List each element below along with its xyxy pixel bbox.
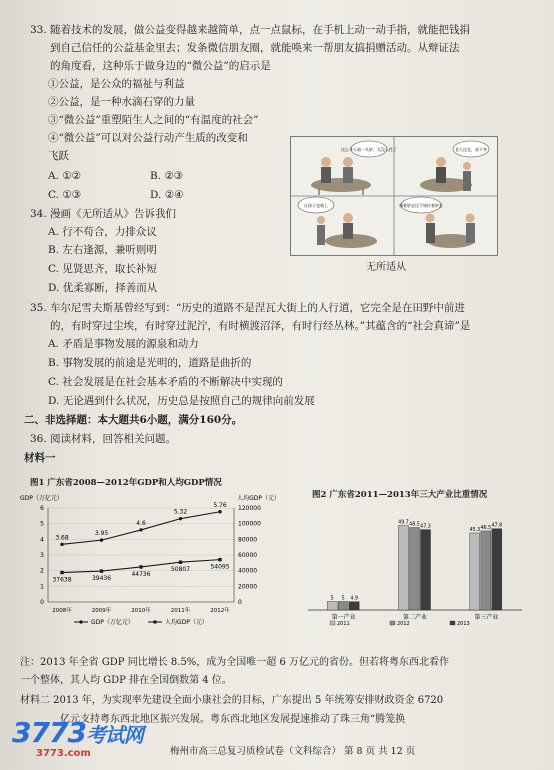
fig1-point — [179, 517, 182, 520]
fig2-category-label: 第三产业 — [474, 614, 499, 621]
q33-stem-line2: 到自己信任的公益基金里去；发条微信朋友圈，就能唤来一帮朋友搞捐赠活动。从辩证法 — [50, 42, 460, 54]
fig1-category-label: 2008年 — [52, 608, 72, 614]
fig1-category-label: 2010年 — [131, 608, 151, 614]
fig1-point — [139, 565, 142, 568]
cartoon-bubble-1: 这么多人骑一头驴，太没人性了 — [341, 147, 397, 152]
fig1-legend-marker — [79, 620, 82, 623]
fig2-legend-label: 2012 — [397, 621, 410, 627]
q33-statement-2: ②公益，是一种水滴石穿的力量 — [48, 96, 195, 108]
fig1-data-label: 4.6 — [136, 519, 146, 527]
q34-option-d: D. 优柔寡断，择善而从 — [48, 282, 158, 294]
fig2-data-label: 5 — [341, 596, 345, 602]
fig2-bar — [492, 529, 502, 610]
fig1-right-tick: 20000 — [238, 583, 258, 591]
fig1-point — [218, 558, 221, 561]
fig1-left-tick: 5 — [40, 520, 44, 528]
fig2-data-label: 4.9 — [350, 596, 358, 602]
fig1-point — [218, 510, 221, 513]
fig1-left-tick: 1 — [40, 583, 44, 591]
q34-option-b: B. 左右逢源，兼听则明 — [48, 244, 157, 256]
q35-option-d: D. 无论遇到什么状况，历史总是按照自己的规律向前发展 — [48, 395, 315, 407]
fig1-right-axis-label: 人均GDP（元） — [237, 495, 280, 502]
fig2-category-label: 第二产业 — [402, 614, 428, 621]
cartoon-image — [290, 136, 498, 256]
fig1-left-tick: 6 — [40, 505, 44, 512]
material-two-line2: 亿元支持粤东西北地区振兴发展。粤东西北地区发展提速推动了珠三角“腾笼换 — [60, 714, 406, 725]
fig2-legend-swatch — [330, 621, 335, 625]
fig1-left-tick: 4 — [40, 536, 44, 544]
fig1-point — [60, 571, 63, 574]
fig1-right-tick: 100000 — [238, 520, 261, 528]
fig1-point — [179, 561, 182, 564]
fig1-left-tick: 0 — [40, 599, 44, 606]
fig1-point — [100, 569, 103, 572]
fig1-data-label: 39436 — [91, 575, 112, 583]
cartoon-panel-1 — [311, 141, 397, 195]
q34-option-a: A. 行不苟合，力排众议 — [48, 226, 157, 238]
fig1-data-label: 5.32 — [173, 508, 188, 516]
fig2-bar — [421, 530, 431, 610]
q35-option-a: A. 矛盾是事物发展的源泉和动力 — [48, 338, 199, 350]
fig2-category-label: 第一产业 — [331, 614, 356, 621]
q33-statement-4: ④“微公益”可以对公益行动产生质的改变和 — [48, 132, 248, 144]
fig1-right-tick: 120000 — [238, 505, 261, 512]
q33-option-c: C. ①③ — [48, 189, 82, 201]
fig1-left-tick: 2 — [40, 567, 44, 575]
fig1-right-tick: 80000 — [238, 536, 258, 544]
q33-stem-line3: 的角度看，这种乐于做身边的“微公益”的启示是 — [50, 60, 271, 72]
figure1-chart — [18, 490, 280, 630]
material-two-line1: 材料二 2013 年，为实现率先建设全面小康社会的目标，广东提出 5 年统筹安排财政资金 6720 — [20, 695, 444, 706]
fig1-legend-marker — [154, 621, 157, 624]
watermark-suffix: 考试网 — [85, 723, 143, 747]
fig1-data-label: 5.76 — [213, 501, 227, 509]
fig2-data-label: 46.5 — [480, 525, 492, 531]
q35-stem-line1: 35. 车尔尼雪夫斯基曾经写到：“历史的道路不是涅瓦大街上的人行道，它完全是在田野中前进 — [30, 302, 465, 314]
fig2-legend-label: 2011 — [337, 621, 350, 627]
cartoon-bubble-4: 骑着驴走还不如拉着驴走 — [399, 203, 443, 208]
q36-stem: 36. 阅读材料，回答相关问题。 — [30, 433, 177, 445]
fig1-legend-label: 人均GDP（元） — [165, 619, 208, 626]
fig2-bar — [470, 533, 480, 610]
material-one-label: 材料一 — [24, 452, 56, 464]
watermark-url: 3773.com — [36, 748, 91, 759]
fig1-data-label: 3.68 — [55, 534, 69, 542]
fig2-data-label: 49.7 — [398, 520, 409, 526]
q34-option-c: C. 见贤思齐，取长补短 — [48, 263, 157, 275]
fig1-point — [100, 538, 103, 541]
figure1-title: 图1 广东省2008—2012年GDP和人均GDP情况 — [30, 478, 222, 488]
fig1-data-label: 50807 — [170, 566, 191, 574]
q34-stem: 34. 漫画《无所适从》告诉我们 — [30, 208, 177, 220]
cartoon-bubble-3: 让孩子也骑上 — [304, 203, 328, 208]
fig2-legend-swatch — [450, 621, 455, 625]
note-line2: 一个整体，其人均 GDP 排在全国倒数第 4 位。 — [20, 675, 232, 686]
section-two-heading: 二、非选择题：本大题共6小题，满分160分。 — [24, 414, 243, 426]
cartoon-panel-2 — [420, 141, 489, 192]
fig2-bar — [399, 526, 409, 610]
cartoon-bubble-2: 老人还走，真不孝 — [455, 147, 487, 152]
cartoon-panel-4 — [399, 197, 475, 248]
page-footer: 梅州市高三总复习质检试卷（文科综合） 第 8 页 共 12 页 — [170, 746, 416, 757]
fig1-right-tick: 0 — [238, 599, 242, 606]
fig2-bar — [327, 602, 337, 611]
fig1-left-axis-label: GDP（万亿元） — [20, 495, 63, 502]
fig2-bar — [410, 528, 420, 610]
q35-option-b: B. 事物发展的前途是光明的，道路是曲折的 — [48, 357, 252, 369]
fig2-bar — [481, 531, 491, 610]
fig1-point — [139, 528, 142, 531]
fig1-data-label: 37638 — [52, 576, 72, 584]
fig1-category-label: 2009年 — [91, 608, 112, 614]
fig2-data-label: 47.8 — [491, 523, 503, 529]
fig1-point — [60, 543, 63, 546]
q33-statement-1: ①公益，是公众的福祉与利益 — [48, 78, 185, 90]
fig2-data-label: 45.3 — [469, 527, 481, 533]
fig2-bar — [349, 602, 359, 610]
q33-statement-3: ③“微公益”重塑陌生人之间的“有温度的社会” — [48, 114, 259, 126]
note-line1: 注：2013 年全省 GDP 同比增长 8.5%，成为全国唯一超 6 万亿元的省份。但若将粤东西北看作 — [20, 657, 450, 668]
q33-option-a: A. ①② — [48, 170, 82, 182]
fig2-legend-label: 2013 — [457, 621, 470, 627]
fig1-category-label: 2012年 — [210, 608, 230, 614]
q33-option-b: B. ②③ — [150, 170, 184, 182]
q33-option-d: D. ②④ — [150, 189, 184, 201]
fig1-left-tick: 3 — [40, 552, 44, 559]
q33-stem-line1: 33. 随着技术的发展，做公益变得越来越简单，点一点鼠标，在手机上动一动手指，就能把钱捐 — [30, 24, 471, 36]
fig1-legend-label: GDP（万亿元） — [91, 619, 134, 626]
q35-stem-line2: 的，有时穿过尘埃，有时穿过泥泞，有时横渡沼泽，有时行经丛林。”其蕴含的“社会真谛”是 — [50, 320, 471, 332]
fig1-data-label: 44736 — [131, 570, 151, 578]
watermark-logo — [12, 716, 143, 749]
fig2-data-label: 5 — [330, 596, 334, 602]
fig1-data-label: 54095 — [210, 563, 230, 571]
fig2-legend-swatch — [390, 621, 395, 625]
q35-option-c: C. 社会发展是在社会基本矛盾的不断解决中实现的 — [48, 376, 283, 388]
fig2-data-label: 47.3 — [420, 524, 431, 530]
figure2-title: 图2 广东省2011—2013年三大产业比重情况 — [312, 490, 488, 500]
figure2-chart — [300, 500, 530, 630]
cartoon-caption: 无所适从 — [366, 262, 406, 273]
fig1-right-tick: 60000 — [238, 552, 258, 559]
fig1-category-label: 2011年 — [170, 608, 191, 614]
fig2-bar — [338, 602, 348, 611]
fig2-data-label: 48.5 — [409, 522, 420, 528]
fig1-data-label: 3.95 — [94, 530, 109, 538]
watermark-main: 3773 — [12, 716, 86, 749]
q33-statement-4-cont: 飞跃 — [48, 150, 69, 162]
cartoon-panel-3 — [298, 197, 377, 248]
fig1-right-tick: 40000 — [238, 567, 258, 575]
